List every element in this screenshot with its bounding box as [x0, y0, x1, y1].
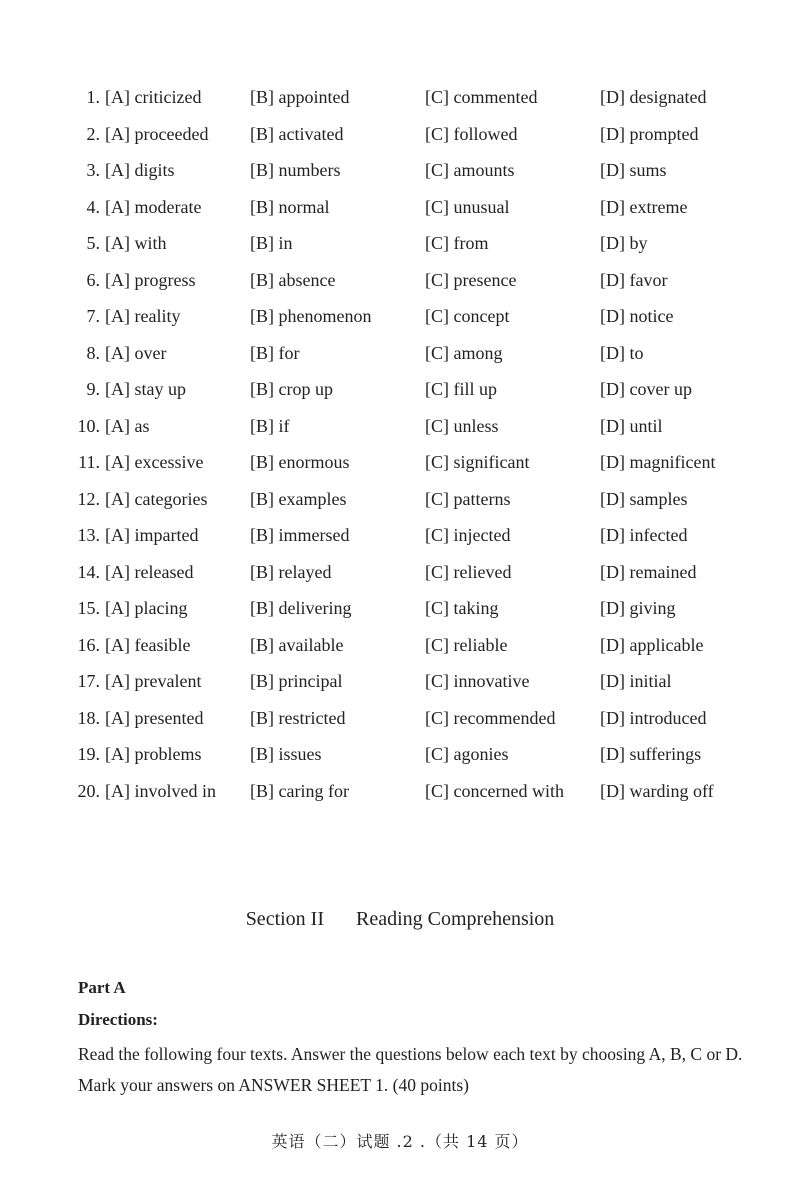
option-c: [C] concept	[425, 306, 510, 326]
page-footer: 英语（二）试题 .2 .（共 14 页）	[271, 1132, 529, 1151]
answer-options-list	[0, 79, 800, 809]
option-b: [B] enormous	[250, 452, 350, 472]
option-b: [B] principal	[250, 671, 343, 691]
option-a: [A] excessive	[105, 452, 204, 472]
option-c: [C] among	[425, 342, 503, 363]
option-b: [B] relayed	[250, 561, 332, 582]
option-a: [A] released	[105, 561, 194, 582]
question-number: 7.	[86, 306, 100, 326]
option-d: [D] magnificent	[600, 452, 716, 472]
question-row	[0, 262, 800, 299]
option-b: [B] phenomenon	[250, 306, 372, 326]
option-d: [D] to	[600, 342, 644, 363]
question-number: 1.	[86, 87, 100, 107]
option-a: [A] stay up	[105, 379, 186, 399]
question-row	[0, 481, 800, 518]
option-b: [B] restricted	[250, 707, 346, 728]
question-number: 19.	[77, 744, 100, 764]
question-row	[0, 79, 800, 116]
option-c: [C] significant	[425, 452, 530, 472]
option-c: [C] injected	[425, 525, 511, 545]
option-d: [D] samples	[600, 488, 688, 509]
option-a: [A] criticized	[105, 87, 202, 107]
question-number: 2.	[86, 123, 100, 144]
directions-label: Directions:	[78, 1010, 158, 1029]
question-number: 20.	[77, 780, 100, 801]
question-row	[0, 773, 800, 810]
option-a: [A] imparted	[105, 525, 199, 545]
option-c: [C] taking	[425, 598, 499, 618]
option-d: [D] introduced	[600, 707, 707, 728]
question-number: 15.	[77, 598, 100, 618]
question-row	[0, 700, 800, 737]
question-row	[0, 189, 800, 226]
question-number: 9.	[86, 379, 100, 399]
question-number: 5.	[86, 233, 100, 253]
question-row	[0, 590, 800, 627]
option-d: [D] giving	[600, 598, 676, 618]
question-row	[0, 663, 800, 700]
question-number: 12.	[77, 488, 100, 509]
question-number: 4.	[86, 196, 100, 217]
option-a: [A] reality	[105, 306, 181, 326]
question-row	[0, 116, 800, 153]
option-d: [D] prompted	[600, 123, 699, 144]
option-b: [B] available	[250, 634, 344, 655]
option-c: [C] amounts	[425, 160, 515, 180]
option-b: [B] delivering	[250, 598, 352, 618]
option-d: [D] sums	[600, 160, 667, 180]
part-heading: Part A	[78, 978, 126, 997]
option-a: [A] digits	[105, 160, 175, 180]
option-c: [C] recommended	[425, 707, 556, 728]
question-number: 17.	[77, 671, 100, 691]
option-b: [B] normal	[250, 196, 330, 217]
question-number: 13.	[77, 525, 100, 545]
option-d: [D] infected	[600, 525, 688, 545]
option-d: [D] favor	[600, 269, 668, 290]
option-b: [B] caring for	[250, 780, 349, 801]
option-d: [D] cover up	[600, 379, 692, 399]
option-d: [D] by	[600, 233, 648, 253]
option-a: [A] categories	[105, 488, 208, 509]
option-b: [B] absence	[250, 269, 336, 290]
question-row	[0, 371, 800, 408]
option-d: [D] notice	[600, 306, 674, 326]
option-c: [C] commented	[425, 87, 538, 107]
option-c: [C] from	[425, 233, 489, 253]
option-b: [B] crop up	[250, 379, 333, 399]
question-number: 6.	[86, 269, 100, 290]
option-a: [A] progress	[105, 269, 196, 290]
option-c: [C] followed	[425, 123, 518, 144]
question-number: 14.	[77, 561, 100, 582]
option-a: [A] proceeded	[105, 123, 209, 144]
question-row	[0, 627, 800, 664]
question-row	[0, 554, 800, 591]
option-b: [B] activated	[250, 123, 344, 144]
option-c: [C] innovative	[425, 671, 530, 691]
question-row	[0, 225, 800, 262]
option-c: [C] unusual	[425, 196, 510, 217]
option-a: [A] moderate	[105, 196, 202, 217]
question-number: 3.	[86, 160, 100, 180]
option-d: [D] until	[600, 415, 663, 436]
option-c: [C] relieved	[425, 561, 512, 582]
option-b: [B] if	[250, 415, 290, 436]
option-d: [D] extreme	[600, 196, 688, 217]
question-row	[0, 408, 800, 445]
option-c: [C] presence	[425, 269, 517, 290]
option-c: [C] fill up	[425, 379, 497, 399]
question-number: 16.	[77, 634, 100, 655]
option-a: [A] as	[105, 415, 150, 436]
option-a: [A] with	[105, 233, 167, 253]
option-d: [D] applicable	[600, 634, 704, 655]
option-b: [B] numbers	[250, 160, 341, 180]
option-c: [C] patterns	[425, 488, 511, 509]
question-number: 11.	[78, 452, 100, 472]
option-c: [C] unless	[425, 415, 499, 436]
question-row	[0, 298, 800, 335]
option-b: [B] for	[250, 342, 300, 363]
option-d: [D] designated	[600, 87, 707, 107]
option-d: [D] warding off	[600, 780, 714, 801]
option-b: [B] in	[250, 233, 293, 253]
option-b: [B] issues	[250, 744, 322, 764]
section-title: Reading Comprehension	[356, 908, 555, 930]
option-d: [D] remained	[600, 561, 697, 582]
section-number: Section II	[245, 908, 324, 930]
option-a: [A] placing	[105, 598, 188, 618]
option-a: [A] prevalent	[105, 671, 202, 691]
directions-text: Read the following four texts. Answer the questions below each text by choosing A, B, C or D. Mark your answers on ANSWER SHEET 1. (40 points)	[78, 1044, 743, 1095]
question-row	[0, 517, 800, 554]
option-d: [D] sufferings	[600, 744, 702, 764]
question-row	[0, 335, 800, 372]
question-number: 18.	[77, 707, 100, 728]
option-a: [A] involved in	[105, 780, 216, 801]
option-c: [C] reliable	[425, 634, 508, 655]
option-a: [A] feasible	[105, 634, 191, 655]
question-row	[0, 152, 800, 189]
option-b: [B] appointed	[250, 87, 350, 107]
option-a: [A] over	[105, 342, 167, 363]
question-number: 10.	[77, 415, 100, 436]
section-heading	[0, 908, 800, 931]
question-number: 8.	[86, 342, 100, 363]
option-b: [B] examples	[250, 488, 347, 509]
question-row	[0, 444, 800, 481]
option-a: [A] presented	[105, 707, 204, 728]
question-row	[0, 736, 800, 773]
option-d: [D] initial	[600, 671, 672, 691]
option-a: [A] problems	[105, 744, 202, 764]
option-c: [C] agonies	[425, 744, 509, 764]
option-b: [B] immersed	[250, 525, 350, 545]
option-c: [C] concerned with	[425, 780, 564, 801]
